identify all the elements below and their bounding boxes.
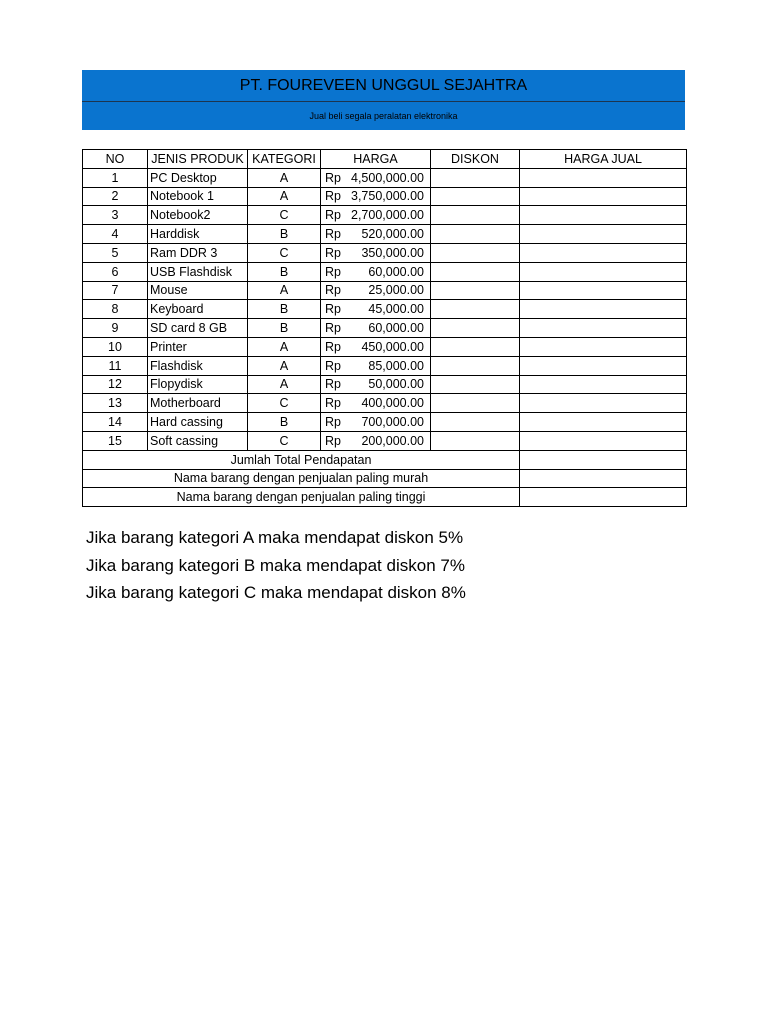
cell-kategori[interactable]: A <box>248 375 321 394</box>
cell-no[interactable]: 15 <box>83 431 148 450</box>
cell-jenis-produk[interactable]: Ram DDR 3 <box>148 243 248 262</box>
cell-kategori[interactable]: C <box>248 243 321 262</box>
harga-value: 45,000.00 <box>368 302 424 317</box>
currency-label: Rp <box>325 377 341 392</box>
harga-value: 25,000.00 <box>368 283 424 298</box>
cell-diskon[interactable] <box>431 337 520 356</box>
summary-value-total[interactable] <box>520 450 687 469</box>
cell-no[interactable]: 11 <box>83 356 148 375</box>
cell-jenis-produk[interactable]: Keyboard <box>148 300 248 319</box>
table-row <box>83 168 687 187</box>
cell-harga[interactable] <box>321 187 431 206</box>
cell-harga-jual[interactable] <box>520 300 687 319</box>
table-row <box>83 206 687 225</box>
cell-diskon[interactable] <box>431 319 520 338</box>
cell-kategori[interactable]: A <box>248 168 321 187</box>
summary-label-tinggi[interactable]: Nama barang dengan penjualan paling tinggi <box>83 488 520 507</box>
table-row <box>83 281 687 300</box>
cell-diskon[interactable] <box>431 431 520 450</box>
table-row <box>83 431 687 450</box>
cell-no[interactable]: 8 <box>83 300 148 319</box>
cell-diskon[interactable] <box>431 187 520 206</box>
cell-no[interactable]: 14 <box>83 413 148 432</box>
cell-kategori[interactable]: C <box>248 206 321 225</box>
cell-harga[interactable] <box>321 375 431 394</box>
cell-no[interactable]: 9 <box>83 319 148 338</box>
cell-jenis-produk[interactable]: Mouse <box>148 281 248 300</box>
discount-note-c: Jika barang kategori C maka mendapat diskon 8% <box>86 583 466 602</box>
harga-value: 3,750,000.00 <box>351 189 424 204</box>
cell-no[interactable]: 10 <box>83 337 148 356</box>
product-table <box>82 149 687 507</box>
harga-value: 400,000.00 <box>361 396 424 411</box>
cell-harga-jual[interactable] <box>520 413 687 432</box>
harga-value: 60,000.00 <box>368 264 424 279</box>
harga-value: 50,000.00 <box>368 377 424 392</box>
summary-value-tinggi[interactable] <box>520 488 687 507</box>
col-header-kategori[interactable]: KATEGORI <box>248 150 321 169</box>
summary-row-total <box>83 450 687 469</box>
cell-diskon[interactable] <box>431 281 520 300</box>
cell-harga[interactable] <box>321 168 431 187</box>
cell-harga-jual[interactable] <box>520 431 687 450</box>
cell-harga[interactable] <box>321 300 431 319</box>
cell-harga-jual[interactable] <box>520 206 687 225</box>
cell-harga[interactable] <box>321 206 431 225</box>
cell-jenis-produk[interactable]: USB Flashdisk <box>148 262 248 281</box>
harga-value: 4,500,000.00 <box>351 170 424 185</box>
cell-diskon[interactable] <box>431 225 520 244</box>
cell-jenis-produk[interactable]: Hard cassing <box>148 413 248 432</box>
cell-kategori[interactable]: A <box>248 337 321 356</box>
cell-no[interactable]: 13 <box>83 394 148 413</box>
cell-harga-jual[interactable] <box>520 168 687 187</box>
table-row <box>83 394 687 413</box>
currency-label: Rp <box>325 227 341 242</box>
table-row <box>83 337 687 356</box>
currency-label: Rp <box>325 415 341 430</box>
company-title: PT. FOUREVEEN UNGGUL SEJAHTRA <box>82 70 685 102</box>
cell-kategori[interactable]: B <box>248 262 321 281</box>
cell-jenis-produk[interactable]: SD card 8 GB <box>148 319 248 338</box>
cell-kategori[interactable]: A <box>248 356 321 375</box>
cell-diskon[interactable] <box>431 413 520 432</box>
harga-value: 200,000.00 <box>361 433 424 448</box>
harga-value: 2,700,000.00 <box>351 208 424 223</box>
cell-no[interactable]: 6 <box>83 262 148 281</box>
table-header-row <box>83 150 687 169</box>
cell-jenis-produk[interactable]: PC Desktop <box>148 168 248 187</box>
col-header-jenis-produk[interactable]: JENIS PRODUK <box>148 150 248 169</box>
summary-label-total[interactable]: Jumlah Total Pendapatan <box>83 450 520 469</box>
summary-label-murah[interactable]: Nama barang dengan penjualan paling murah <box>83 469 520 488</box>
table-row <box>83 262 687 281</box>
cell-kategori[interactable]: A <box>248 187 321 206</box>
cell-harga[interactable] <box>321 431 431 450</box>
harga-value: 85,000.00 <box>368 358 424 373</box>
cell-harga-jual[interactable] <box>520 187 687 206</box>
col-header-harga-jual[interactable]: HARGA JUAL <box>520 150 687 169</box>
currency-label: Rp <box>325 208 341 223</box>
currency-label: Rp <box>325 396 341 411</box>
cell-harga[interactable] <box>321 262 431 281</box>
cell-harga-jual[interactable] <box>520 243 687 262</box>
cell-jenis-produk[interactable]: Printer <box>148 337 248 356</box>
currency-label: Rp <box>325 339 341 354</box>
company-subtitle: Jual beli segala peralatan elektronika <box>309 111 458 121</box>
cell-harga-jual[interactable] <box>520 356 687 375</box>
currency-label: Rp <box>325 358 341 373</box>
cell-harga-jual[interactable] <box>520 375 687 394</box>
cell-diskon[interactable] <box>431 375 520 394</box>
currency-label: Rp <box>325 321 341 336</box>
cell-jenis-produk[interactable]: Harddisk <box>148 225 248 244</box>
cell-jenis-produk[interactable]: Motherboard <box>148 394 248 413</box>
table-row <box>83 413 687 432</box>
cell-no[interactable]: 4 <box>83 225 148 244</box>
company-header <box>82 70 685 130</box>
col-header-no[interactable]: NO <box>83 150 148 169</box>
cell-jenis-produk[interactable]: Notebook2 <box>148 206 248 225</box>
cell-kategori[interactable]: C <box>248 394 321 413</box>
table-row <box>83 300 687 319</box>
cell-harga[interactable] <box>321 243 431 262</box>
table-row <box>83 356 687 375</box>
harga-value: 60,000.00 <box>368 321 424 336</box>
harga-value: 520,000.00 <box>361 227 424 242</box>
discount-note-b: Jika barang kategori B maka mendapat diskon 7% <box>86 555 465 575</box>
cell-no[interactable]: 1 <box>83 168 148 187</box>
col-header-diskon[interactable]: DISKON <box>431 150 520 169</box>
currency-label: Rp <box>325 264 341 279</box>
cell-jenis-produk[interactable]: Flashdisk <box>148 356 248 375</box>
summary-row-murah <box>83 469 687 488</box>
cell-harga[interactable] <box>321 225 431 244</box>
cell-diskon[interactable] <box>431 262 520 281</box>
currency-label: Rp <box>325 283 341 298</box>
cell-diskon[interactable] <box>431 206 520 225</box>
cell-diskon[interactable] <box>431 168 520 187</box>
currency-label: Rp <box>325 189 341 204</box>
cell-harga[interactable] <box>321 356 431 375</box>
discount-notes <box>86 524 466 607</box>
cell-diskon[interactable] <box>431 243 520 262</box>
cell-kategori[interactable]: B <box>248 300 321 319</box>
table-row <box>83 225 687 244</box>
cell-diskon[interactable] <box>431 300 520 319</box>
cell-kategori[interactable]: B <box>248 413 321 432</box>
cell-no[interactable]: 7 <box>83 281 148 300</box>
cell-jenis-produk[interactable]: Notebook 1 <box>148 187 248 206</box>
cell-no[interactable]: 3 <box>83 206 148 225</box>
cell-harga-jual[interactable] <box>520 262 687 281</box>
cell-harga-jual[interactable] <box>520 319 687 338</box>
cell-harga[interactable] <box>321 281 431 300</box>
cell-harga-jual[interactable] <box>520 281 687 300</box>
table-row <box>83 319 687 338</box>
cell-harga[interactable] <box>321 413 431 432</box>
currency-label: Rp <box>325 433 341 448</box>
discount-note-a: Jika barang kategori A maka mendapat diskon 5% <box>86 528 464 547</box>
cell-harga-jual[interactable] <box>520 225 687 244</box>
summary-row-tinggi <box>83 488 687 507</box>
cell-harga[interactable] <box>321 394 431 413</box>
cell-no[interactable]: 5 <box>83 243 148 262</box>
cell-diskon[interactable] <box>431 394 520 413</box>
cell-no[interactable]: 2 <box>83 187 148 206</box>
cell-kategori[interactable]: B <box>248 319 321 338</box>
cell-kategori[interactable]: C <box>248 431 321 450</box>
cell-kategori[interactable]: B <box>248 225 321 244</box>
harga-value: 350,000.00 <box>361 245 424 260</box>
col-header-harga[interactable]: HARGA <box>321 150 431 169</box>
currency-label: Rp <box>325 170 341 185</box>
cell-kategori[interactable]: A <box>248 281 321 300</box>
cell-no[interactable]: 12 <box>83 375 148 394</box>
currency-label: Rp <box>325 302 341 317</box>
cell-harga-jual[interactable] <box>520 394 687 413</box>
table-row <box>83 187 687 206</box>
cell-harga[interactable] <box>321 319 431 338</box>
table-row <box>83 375 687 394</box>
harga-value: 700,000.00 <box>361 415 424 430</box>
table-row <box>83 243 687 262</box>
cell-diskon[interactable] <box>431 356 520 375</box>
harga-value: 450,000.00 <box>361 339 424 354</box>
summary-value-murah[interactable] <box>520 469 687 488</box>
cell-jenis-produk[interactable]: Soft cassing <box>148 431 248 450</box>
cell-jenis-produk[interactable]: Flopydisk <box>148 375 248 394</box>
cell-harga-jual[interactable] <box>520 337 687 356</box>
cell-harga[interactable] <box>321 337 431 356</box>
currency-label: Rp <box>325 245 341 260</box>
